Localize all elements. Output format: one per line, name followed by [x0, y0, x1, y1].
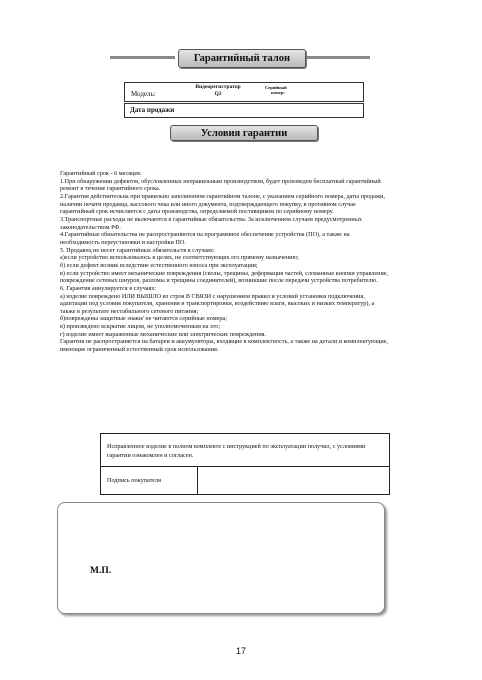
paragraph: г) изделие имеет выраженные механические или электрические повреждения. — [60, 330, 267, 338]
warranty-conditions-text — [60, 170, 390, 354]
paragraph: Гарантийный срок - 6 месяцев. — [60, 170, 142, 177]
signature-divider — [197, 466, 198, 494]
paragraph: 1.При обнаружении дефектов, обусловленных неправильным производством, будет произведен бесплатный гарантийный ремонт в течение гарантийного срока. — [60, 177, 381, 193]
paragraph: 3.Транспортные расходы не включаются в гарантийные обязательства. За исключением случаев предусмотренных законодательством РФ. — [60, 215, 362, 231]
paragraph: 2.Гарантия действительна при правильно заполненном гарантийном талоне, с указанием серийного номера, даты продажи, наличии печати продавца, кассового чека или иного документа, подтверждающего покупку, в противном случае гарантийный срок исчисляется с даты производства, определяемой поставщиком по серийному номеру. — [60, 192, 385, 216]
stamp-label: М.П. — [90, 566, 112, 576]
paragraph: а)если устройство использовалось в целях, не соответствующих его прямому назначению; — [60, 254, 299, 262]
paragraph: в) произведено вскрытие лицом, не уполномоченным на это; — [60, 323, 221, 331]
signature-label: Подпись покупателя — [107, 477, 161, 484]
sale-date-box — [124, 103, 364, 118]
paragraph: 6. Гарантия аннулируется в случаях: — [60, 284, 157, 292]
conditions-title: Условия гарантии — [170, 125, 318, 141]
paragraph: Гарантия не распространяется на батареи и аккумуляторы, входящие в комплектность, а также на детали и комплектующие, имеющие ограниченный естественный срок использования. — [60, 338, 388, 354]
model-name-line2: Q2 — [214, 91, 222, 97]
warranty-title: Гарантийный талон — [178, 49, 306, 68]
header-rule-right — [305, 56, 370, 59]
acceptance-box — [100, 433, 390, 495]
paragraph: 4.Гарантийные обязательства не распространяются на программное обеспечение устройства (ПО), а также на необходимость переустановки и настройки ПО. — [60, 231, 350, 246]
page-number: 17 — [235, 646, 246, 656]
serial-label-line1: Серийный — [265, 85, 287, 90]
paragraph: б) если дефект возник вследствие естественного износа при эксплуатации; — [60, 261, 258, 269]
serial-number-label — [265, 85, 305, 95]
model-label: Модель: — [131, 90, 156, 98]
acceptance-text: Исправленное изделие в полном комплекте с инструкцией по эксплуатации получил, с условиями гарантии ознакомлен и согласен. — [107, 443, 366, 459]
acceptance-divider — [101, 466, 389, 467]
header-rule-left — [110, 56, 175, 59]
model-box — [124, 82, 364, 102]
serial-label-line2: номер: — [271, 90, 285, 95]
paragraph: а) изделие повреждено ИЛИ ВЫШЛО из строя В СВЯЗИ с нарушением правил и условий установки подключения, адаптации под условия покупателя, хранения и транспортировки, воздействию влаги, высоких и низких температур), а также в результате нестабильного сетевого питания; — [60, 292, 375, 315]
model-name-line1: Видеорегистратор — [195, 84, 241, 90]
paragraph: в) если устройство имеет механические повреждения (сколы, трещины, деформация частей, сломанные кнопки управление, повреждение сетевых шнуров, разломы и трещины соединителей), возникшие после передачи устройства потребителю. — [60, 269, 389, 285]
paragraph: б)повреждены защитные знаки/ не читаются серийные номера; — [60, 315, 227, 323]
paragraph: 5. Продавец не несет гарантийных обязательств в случаях: — [60, 246, 215, 254]
sale-date-label: Дата продажи — [130, 106, 175, 114]
model-name — [181, 84, 255, 98]
stamp-box — [57, 502, 385, 614]
